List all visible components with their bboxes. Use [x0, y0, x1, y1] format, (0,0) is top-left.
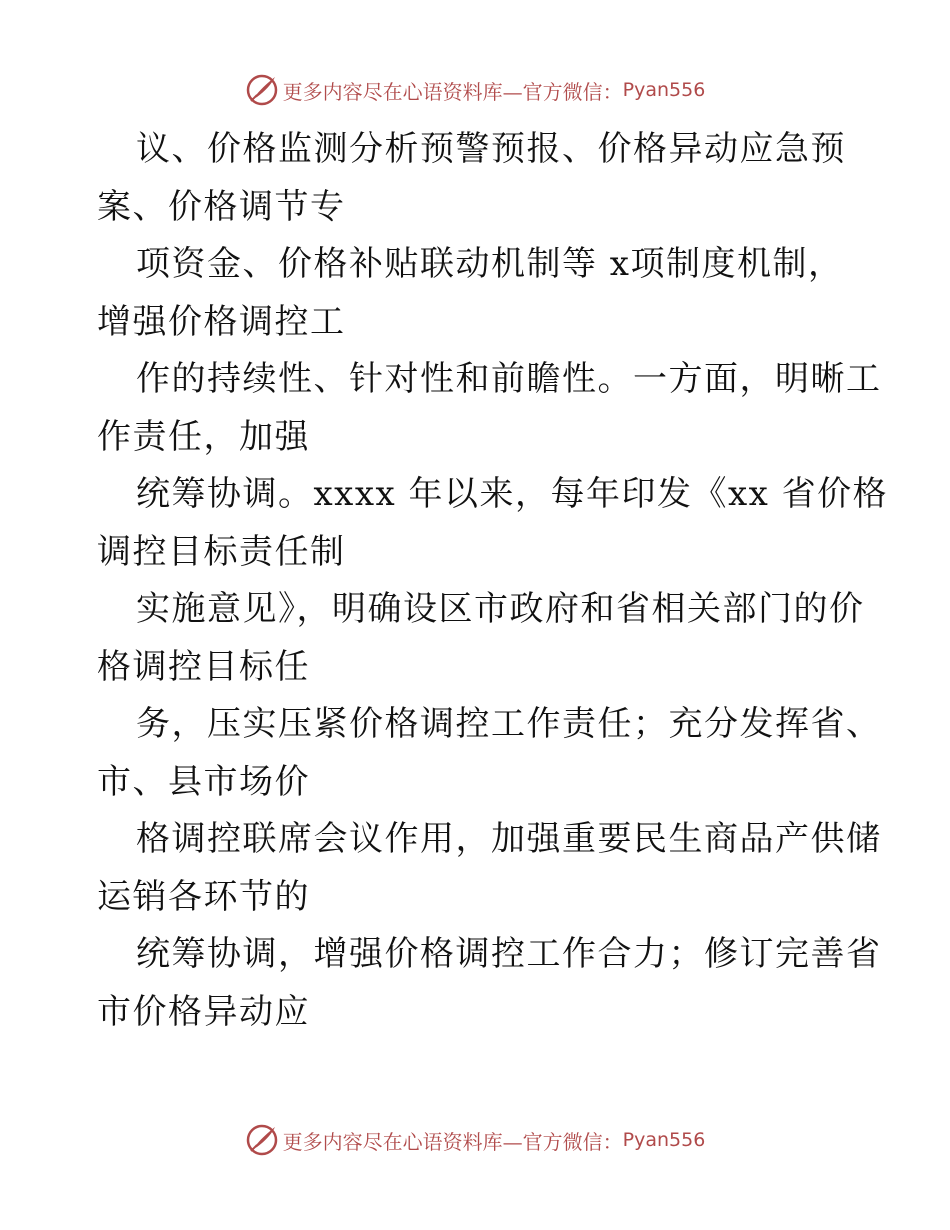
paragraph-line: 格调控目标任 — [97, 646, 310, 687]
watermark-text: 更多内容尽在心语资料库—官方微信： — [282, 1129, 623, 1154]
paragraph-line: 务，压实压紧价格调控工作责任；充分发挥省、 — [136, 704, 882, 744]
paragraph-line: 格调控联席会议作用，加强重要民生商品产供储 — [136, 819, 882, 859]
paragraph-line: 作责任，加强 — [97, 416, 310, 457]
watermark-wechat-id: Pyan556 — [622, 1129, 706, 1151]
body-text — [97, 121, 889, 1041]
footer-watermark — [0, 1120, 950, 1160]
paragraph-line: 项资金、价格补贴联动机制等 x项制度机制， — [136, 244, 844, 284]
header-watermark — [0, 70, 950, 110]
paragraph-line: 实施意见》，明确设区市政府和省相关部门的价 — [136, 589, 865, 629]
watermark-text: 更多内容尽在心语资料库—官方微信： — [282, 79, 623, 104]
paragraph-line: 统筹协调。xxxx 年以来，每年印发《xx 省价格 — [136, 474, 889, 514]
paragraph-line: 议、价格监测分析预警预报、价格异动应急预 — [136, 129, 846, 169]
paragraph-line: 作的持续性、针对性和前瞻性。一方面，明晰工 — [136, 359, 882, 399]
quill-pen-logo-icon — [245, 73, 279, 107]
paragraph-line: 运销各环节的 — [97, 876, 310, 917]
paragraph-line: 统筹协调，增强价格调控工作合力；修订完善省 — [136, 934, 882, 974]
paragraph-line: 增强价格调控工 — [97, 301, 346, 342]
paragraph-line: 市、县市场价 — [97, 761, 310, 802]
paragraph-line: 案、价格调节专 — [97, 186, 346, 227]
quill-pen-logo-icon — [245, 1123, 279, 1157]
watermark-wechat-id: Pyan556 — [622, 79, 706, 101]
paragraph-line: 调控目标责任制 — [97, 531, 346, 572]
paragraph-line: 市价格异动应 — [97, 991, 310, 1032]
